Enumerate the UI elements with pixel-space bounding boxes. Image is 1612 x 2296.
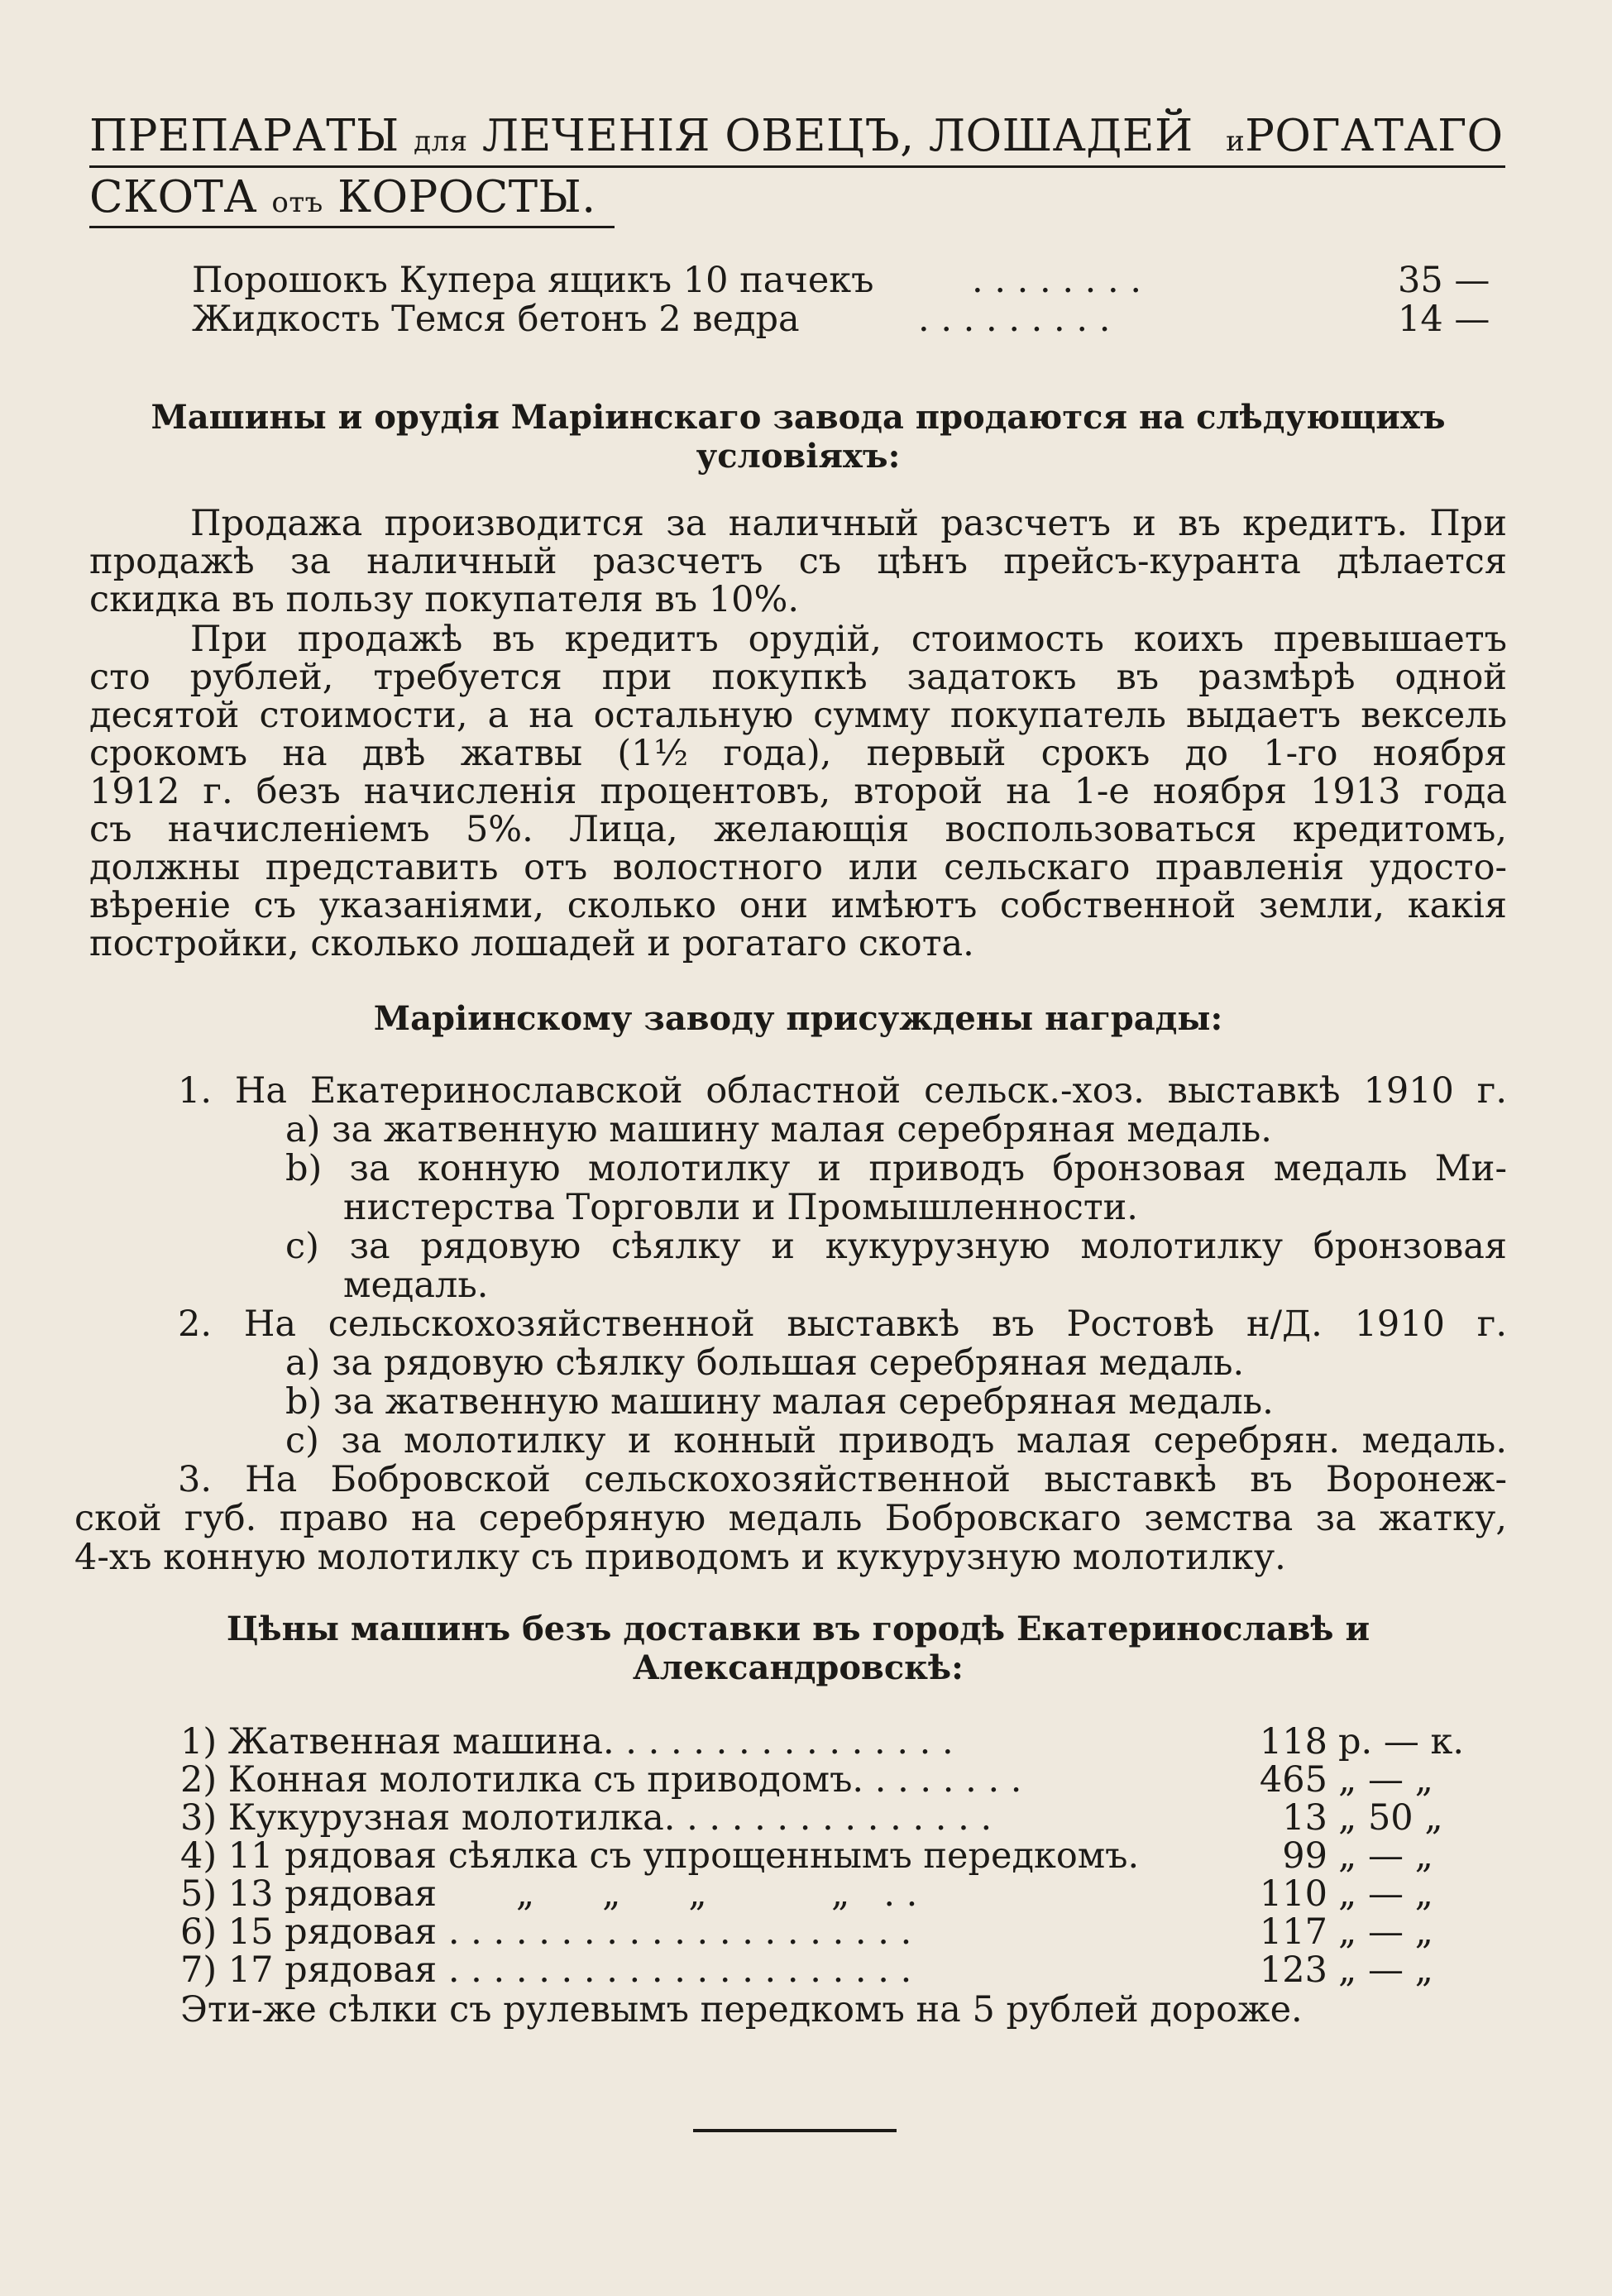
preparation-price: [1398, 260, 1490, 301]
price-row-label: 6) 15 рядовая . . . . . . . . . . . . . . . . . . . . .: [180, 1911, 912, 1953]
text-line: постройки, сколько лошадей и рогатаго скота.: [89, 923, 974, 964]
price-row-value: 118: [1259, 1721, 1327, 1763]
end-rule: [693, 2129, 897, 2132]
award-line: 1. На Екатеринославской областной сельск.-хоз. выставкѣ 1910 г.: [178, 1070, 1507, 1112]
preparation-dots: [918, 299, 1111, 340]
price-row-value: 99: [1282, 1835, 1327, 1877]
title-underline-2: [89, 226, 615, 228]
award-line: 3. На Бобровской сельскохозяйственной выставкѣ въ Воронеж-: [178, 1459, 1507, 1500]
price-row-value: 110: [1259, 1873, 1327, 1915]
title-small-word: и: [1226, 125, 1246, 158]
preparation-name: Жидкость Темся бетонъ 2 ведра: [192, 299, 800, 340]
title-line-2: [89, 172, 596, 222]
text-line: сто рублей, требуется при покупкѣ задатокъ въ размѣрѣ одной: [89, 657, 1507, 698]
text-line: десятой стоимости, а на остальную сумму покупатель выдаетъ вексель: [89, 695, 1507, 736]
award-line: с) за рядовую сѣялку и кукурузную молотилку бронзовая: [285, 1226, 1507, 1267]
dot-leader: . . . . . . . .: [972, 260, 1142, 301]
price-row: [0, 1949, 1612, 1994]
prices-heading: Цѣны машинъ безъ доставки въ городѣ Екатеринославѣ и: [226, 1610, 1370, 1648]
price-row-value: 123: [1259, 1949, 1327, 1991]
conditions-heading: Машины и орудія Маріинскаго завода продаются на слѣдующихъ: [151, 398, 1446, 437]
price-value: 35 —: [1398, 260, 1490, 301]
text-line: скидка въ пользу покупателя въ 10%.: [89, 579, 800, 620]
title-underline-1: [89, 165, 1505, 168]
price-row-label: 3) Кукурузная молотилка. . . . . . . . . . . . . . .: [180, 1797, 993, 1839]
prices-heading-2: Александровскѣ:: [633, 1648, 964, 1687]
price-row-value: 117: [1259, 1911, 1327, 1953]
title-word: ЛЕЧЕНІЯ ОВЕЦЪ, ЛОШАДЕЙ: [481, 111, 1193, 161]
award-line: b) за жатвенную машину малая серебряная медаль.: [285, 1381, 1274, 1423]
price-row-unit: „ 50 „: [1338, 1797, 1443, 1839]
price-row-value: 465: [1259, 1759, 1327, 1801]
price-row-unit: „ — „: [1338, 1911, 1433, 1953]
text-line: должны представить отъ волостного или сельскаго правленія удосто-: [89, 847, 1507, 888]
price-row-label: 4) 11 рядовая сѣялка съ упрощеннымъ передкомъ.: [180, 1835, 1140, 1877]
price-row-label: 5) 13 рядовая „ „ „ „ . .: [180, 1873, 918, 1915]
preparation-item: [192, 299, 800, 340]
preparation-item: [192, 260, 874, 301]
price-row-unit: р. — к.: [1338, 1721, 1465, 1763]
title-word: СКОТА: [89, 172, 258, 222]
text-line: вѣреніе съ указаніями, сколько они имѣютъ собственной земли, какія: [89, 885, 1507, 926]
text-line: съ начисленіемъ 5%. Лица, желающія воспользоваться кредитомъ,: [89, 809, 1507, 850]
award-line: нистерства Торговли и Промышленности.: [343, 1187, 1138, 1228]
title-word: КОРОСТЫ.: [337, 172, 596, 222]
text-line: 1912 г. безъ начисленія процентовъ, второй на 1-е ноября 1913 года: [89, 771, 1507, 812]
award-line: с) за молотилку и конный приводъ малая серебрян. медаль.: [285, 1420, 1507, 1461]
title-small-word: отъ: [271, 186, 323, 219]
price-row-label: 1) Жатвенная машина. . . . . . . . . . . . . . . .: [180, 1721, 954, 1763]
price-value: 14 —: [1398, 299, 1490, 340]
price-row-unit: „ — „: [1338, 1759, 1433, 1801]
text-line: При продажѣ въ кредитъ орудій, стоимость коихъ превышаетъ: [190, 619, 1507, 660]
title-line-1: [89, 111, 1504, 161]
price-row-label: 2) Конная молотилка съ приводомъ. . . . . . . .: [180, 1759, 1022, 1801]
dot-leader: . . . . . . . . .: [918, 299, 1111, 340]
award-line: а) за рядовую сѣялку большая серебряная медаль.: [285, 1342, 1245, 1384]
award-line: b) за конную молотилку и приводъ бронзовая медаль Ми-: [285, 1148, 1507, 1189]
price-row-unit: „ — „: [1338, 1873, 1433, 1915]
award-line: 2. На сельскохозяйственной выставкѣ въ Ростовѣ н/Д. 1910 г.: [178, 1303, 1507, 1345]
text-line: срокомъ на двѣ жатвы (1½ года), первый срокъ до 1-го ноября: [89, 733, 1507, 774]
award-line: медаль.: [343, 1265, 489, 1306]
title-word: РОГАТАГО: [1245, 111, 1504, 161]
conditions-heading-2: условіяхъ:: [696, 437, 901, 476]
price-row-label: 7) 17 рядовая . . . . . . . . . . . . . . . . . . . . .: [180, 1949, 912, 1991]
award-line: а) за жатвенную машину малая серебряная медаль.: [285, 1109, 1272, 1150]
price-row-unit: „ — „: [1338, 1949, 1433, 1991]
price-row-unit: „ — „: [1338, 1835, 1433, 1877]
preparation-name: Порошокъ Купера ящикъ 10 пачекъ: [192, 260, 874, 301]
title-small-word: для: [414, 125, 468, 158]
awards-heading: Маріинскому заводу присуждены награды:: [373, 999, 1223, 1038]
preparation-price: [1398, 299, 1490, 340]
award-line: ской губ. право на серебряную медаль Бобровскаго земства за жатку,: [74, 1498, 1507, 1539]
text-line: продажѣ за наличный разсчетъ съ цѣнъ прейсъ-куранта дѣлается: [89, 541, 1507, 582]
preparation-dots: [972, 260, 1142, 301]
price-row-value: 13: [1282, 1797, 1327, 1839]
title-word: ПРЕПАРАТЫ: [89, 111, 399, 161]
price-note: Эти-же сѣлки съ рулевымъ передкомъ на 5 рублей дороже.: [180, 1989, 1303, 2031]
award-line: 4-хъ конную молотилку съ приводомъ и кукурузную молотилку.: [74, 1537, 1286, 1578]
text-line: Продажа производится за наличный разсчетъ и въ кредитъ. При: [190, 503, 1507, 544]
